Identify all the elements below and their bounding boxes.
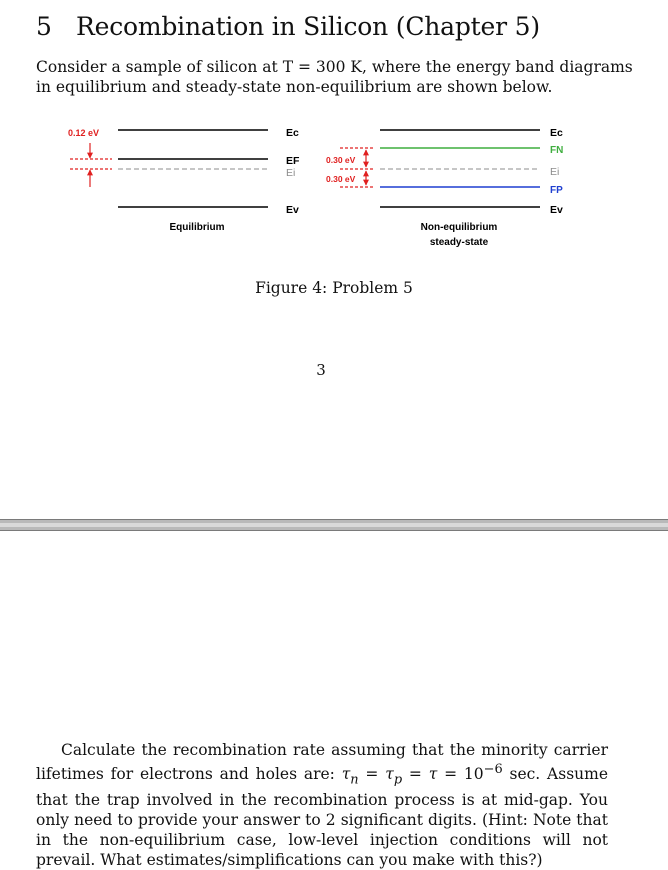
tau-symbol: τ xyxy=(428,765,438,784)
neq-fn-label: FN xyxy=(550,145,564,156)
eq-ef-label: EF xyxy=(286,155,300,167)
equilibrium-diagram xyxy=(68,127,300,233)
neq-lower-gap-label: 0.30 eV xyxy=(326,174,356,184)
eq-caption: Equilibrium xyxy=(169,222,225,233)
figure-caption: Figure 4: Problem 5 xyxy=(255,279,413,297)
equals-3: = xyxy=(437,765,464,784)
equals-1: = xyxy=(358,765,386,784)
band-diagram-figure xyxy=(0,115,668,255)
intro-paragraph: Consider a sample of silicon at T = 300 K, where the energy band diagrams in equilibrium and steady-state non-equilibrium are shown below. xyxy=(36,58,633,96)
eq-ei-label: Ei xyxy=(286,167,296,179)
neq-fp-label: FP xyxy=(550,185,563,196)
tau-p-symbol: τ xyxy=(385,765,394,784)
section-heading xyxy=(36,12,540,41)
problem-text-2: sec. Assume that the trap involved in the recombination process is at mid-gap. You only need to provide your answer to 2 significant digits. (Hint: Note that in the non-equilibrium case, low-level injection conditions will not prevail. What estimates/simplifications can you make with this?) xyxy=(36,765,609,870)
tau-p-subscript: p xyxy=(393,772,403,788)
page-separator-inner xyxy=(0,523,668,527)
neq-ev-label: Ev xyxy=(550,204,563,216)
problem-text-1: Calculate the recombination rate assuming that the minority carrier lifetimes for electrons and holes are: xyxy=(36,741,608,784)
eq-ec-label: Ec xyxy=(286,127,299,139)
tau-n-subscript: n xyxy=(350,772,359,788)
eq-ev-label: Ev xyxy=(286,204,299,216)
page-separator xyxy=(0,519,668,531)
neq-caption-line2: steady-state xyxy=(429,237,489,248)
neq-upper-gap-label: 0.30 eV xyxy=(326,155,356,165)
lifetime-base: 10 xyxy=(463,765,484,784)
eq-gap-label: 0.12 eV xyxy=(68,128,100,138)
neq-ec-label: Ec xyxy=(550,127,563,139)
neq-caption-line1: Non-equilibrium xyxy=(420,222,498,233)
section-number: 5 xyxy=(36,12,52,41)
section-title: Recombination in Silicon (Chapter 5) xyxy=(76,12,540,41)
page-number: 3 xyxy=(316,361,326,379)
tau-n-symbol: τ xyxy=(341,765,351,784)
non-equilibrium-diagram xyxy=(326,127,563,248)
lifetime-exponent: −6 xyxy=(483,762,503,777)
problem-paragraph xyxy=(36,740,608,870)
neq-ei-label: Ei xyxy=(550,166,560,178)
equals-2: = xyxy=(402,765,429,784)
